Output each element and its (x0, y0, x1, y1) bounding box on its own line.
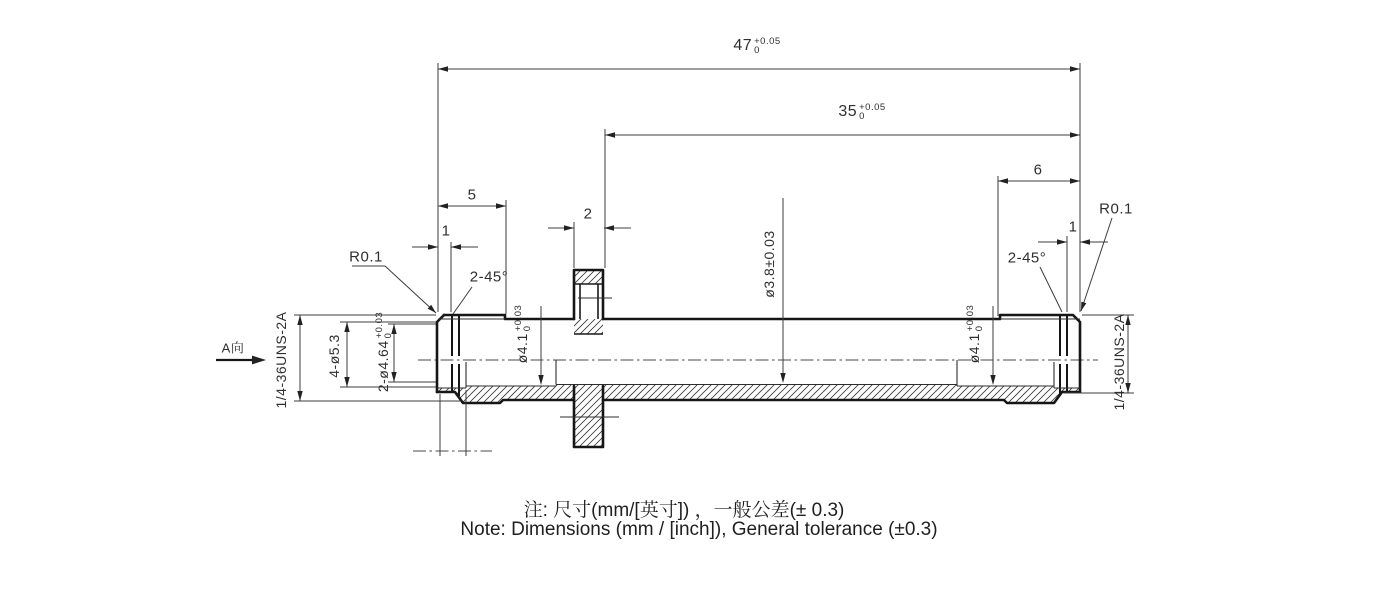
view-direction-label: A向 (221, 340, 245, 356)
dim-overall-length: 47 +0.05 0 (733, 35, 781, 56)
dim-counterbore-left: ø4.1 +0.03 0 (513, 304, 534, 364)
dim-bore-diameter: ø3.8±0.03 (761, 230, 777, 298)
dim-groove-left: 1 (441, 222, 451, 240)
thread-spec-left: 1/4-36UNS-2A (273, 311, 289, 409)
radius-note-right: R0.1 (1099, 200, 1133, 218)
dim-boss-width: 2 (583, 205, 593, 223)
dim-holes-4-64: 2-ø4.64 +0.03 0 (374, 311, 395, 393)
centerlines (413, 360, 1098, 451)
dim-thread-length-left: 5 (467, 186, 477, 204)
chamfer-note-left: 2-45° (469, 268, 509, 286)
dim-counterbore-right: ø4.1 +0.03 0 (965, 304, 986, 364)
dim-holes-5-3: 4-ø5.3 (326, 334, 342, 378)
note-line-english: Note: Dimensions (mm / [inch]), General tolerance (±0.3) (460, 519, 938, 540)
chamfer-note-right: 2-45° (1007, 249, 1047, 267)
note-line-chinese: 注: 尺寸(mm/[英寸]) ，一般公差(± 0.3) (523, 500, 845, 521)
dim-thread-length-right: 6 (1033, 161, 1043, 179)
thread-spec-right: 1/4-36UNS-2A (1111, 313, 1127, 411)
dim-inner-length: 35 +0.05 0 (838, 101, 886, 122)
radius-note-left: R0.1 (349, 248, 383, 266)
dim-groove-right: 1 (1068, 218, 1078, 236)
port-boss-lines (574, 284, 603, 334)
